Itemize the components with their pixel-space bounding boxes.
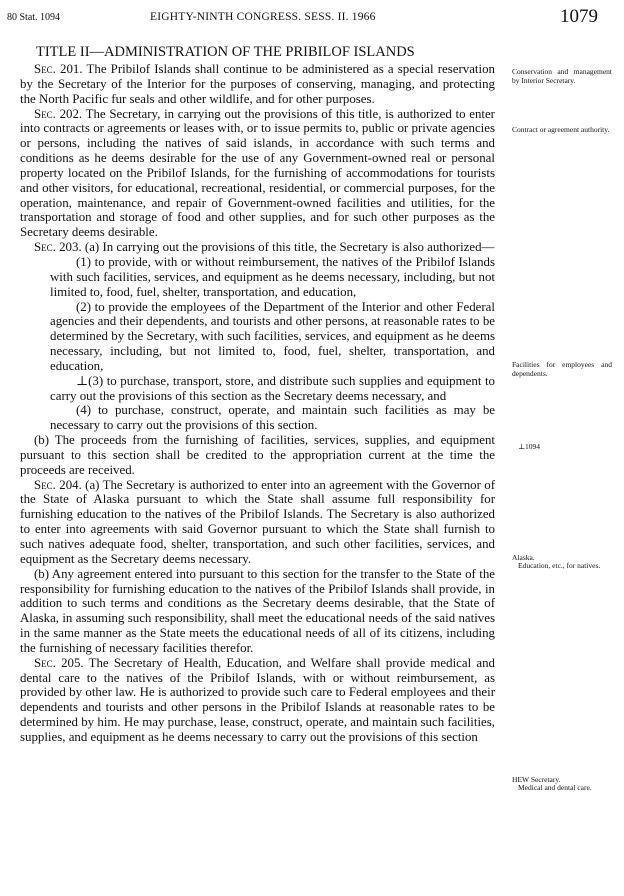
section-203-item-1: (1) to provide, with or without reimbursement, the natives of the Pribilof Islands with such facilities, services, and equipment as he deems necessary, including, but not limited to, food, fuel, shelter, transportation, and education, xyxy=(50,254,495,299)
section-label: Sec. 202. xyxy=(34,106,83,121)
margin-note-page-marker: ⊥1094 xyxy=(518,442,541,451)
section-text: The Secretary, in carrying out the provisions of this title, is authorized to enter into contracts or agreements or leases with, or to issue permits to, public or private agencies or persons, including the natives of said islands, in accordance with such terms and conditions as he deems desirable for the use of any Government-owned real or personal property located on the Pribilof Islands, for the furnishing of accommodations for tourists and other visitors, for educational, recreational, residential, or commercial purposes, for the operation, maintenance, and repair of Government-owned facilities and utilities, for the transportation and storage of food and other supplies, and for such other purposes as the Secretary deems desirable. xyxy=(20,106,495,240)
congress-session: EIGHTY-NINTH CONGRESS. SESS. II. 1966 xyxy=(150,11,376,23)
statute-body xyxy=(20,62,495,745)
margin-note-facilities: Facilities for employees and dependents. xyxy=(512,360,612,378)
section-label: Sec. 204. xyxy=(34,477,82,492)
section-203-item-2: (2) to provide the employees of the Department of the Interior and other Federal agencies and their dependents, and tourists and other persons, at reasonable rates to be determined by the Secretary, with such facilities, services, and equipment as he deems necessary, including, but not limited to, food, fuel, shelter, transportation, and education, xyxy=(50,299,495,373)
section-label: Sec. 203. xyxy=(34,240,82,255)
section-203-item-4: (4) to purchase, construct, operate, and maintain such facilities as may be necessary to carry out the provisions of this section. xyxy=(50,403,495,433)
section-203-intro xyxy=(20,240,495,255)
margin-note-alaska: Alaska. xyxy=(512,553,535,562)
section-205 xyxy=(20,656,495,745)
section-label: Sec. 205. xyxy=(34,655,84,670)
statute-citation: 80 Stat. 1094 xyxy=(7,12,61,23)
section-text: The Pribilof Islands shall continue to be administered as a special reservation by the Secretary of the Interior for the purposes of conserving, managing, and protecting the North Pacific fur seals and other wildlife, and for other purposes. xyxy=(20,62,495,106)
section-204-a xyxy=(20,478,495,567)
section-201 xyxy=(20,62,495,107)
margin-note-medical: Medical and dental care. xyxy=(518,783,592,792)
page-header xyxy=(0,6,624,32)
page-number: 1079 xyxy=(560,6,598,27)
title-heading: TITLE II—ADMINISTRATION OF THE PRIBILOF ISLANDS xyxy=(36,44,415,60)
section-203-b: (b) The proceeds from the furnishing of facilities, services, supplies, and equipment pursuant to this section shall be credited to the appropriation current at the time the proceeds are received. xyxy=(20,433,495,477)
section-text: The Secretary of Health, Education, and Welfare shall provide medical and dental care to the natives of the Pribilof Islands, with or without reimbursement, as provided by other law. He is authorized to provide such care to Federal employees and their dependents and tourists and other persons in the Pribilof Islands at reasonable rates to be determined by him. He may purchase, lease, construct, operate, and maintain such facilities, supplies, and equipment as he deems necessary to carry out the provisions of this section xyxy=(20,655,495,744)
margin-note-hew: HEW Secretary. xyxy=(512,775,561,784)
section-text: (a) In carrying out the provisions of this title, the Secretary is also authorized— xyxy=(81,240,495,255)
section-label: Sec. 201. xyxy=(34,62,83,76)
section-202 xyxy=(20,107,495,241)
margin-note-education: Education, etc., for natives. xyxy=(518,561,601,570)
section-203-item-3: ⊥(3) to purchase, transport, store, and distribute such supplies and equipment to carry out the provisions of this section as the Secretary deems necessary, and xyxy=(50,373,495,403)
margin-note-conservation: Conservation and management by Interior Secretary. xyxy=(512,67,612,85)
section-text: (a) The Secretary is authorized to enter into an agreement with the Governor of the State of Alaska pursuant to which the State shall assume full responsibility for furnishing education to the natives of the Pribilof Islands. The Secretary is also authorized to enter into agreements with said Governor pursuant to which the State shall furnish to such natives adequate food, shelter, transportation, and such other facilities, services, and equipment as the Secretary deems necessary. xyxy=(20,477,495,566)
section-204-b: (b) Any agreement entered into pursuant to this section for the transfer to the State of the responsibility for furnishing education to the natives of the Pribilof Islands shall provide, in addition to such terms and conditions as the Secretary deems desirable, that the State of Alaska, in assuming such responsibility, shall meet the educational needs of the said natives in the same manner as the State meets the educational needs of all of its citizens, including the furnishing of necessary facilities therefor. xyxy=(20,566,495,655)
margin-note-contract: Contract or agreement authority. xyxy=(512,125,610,134)
